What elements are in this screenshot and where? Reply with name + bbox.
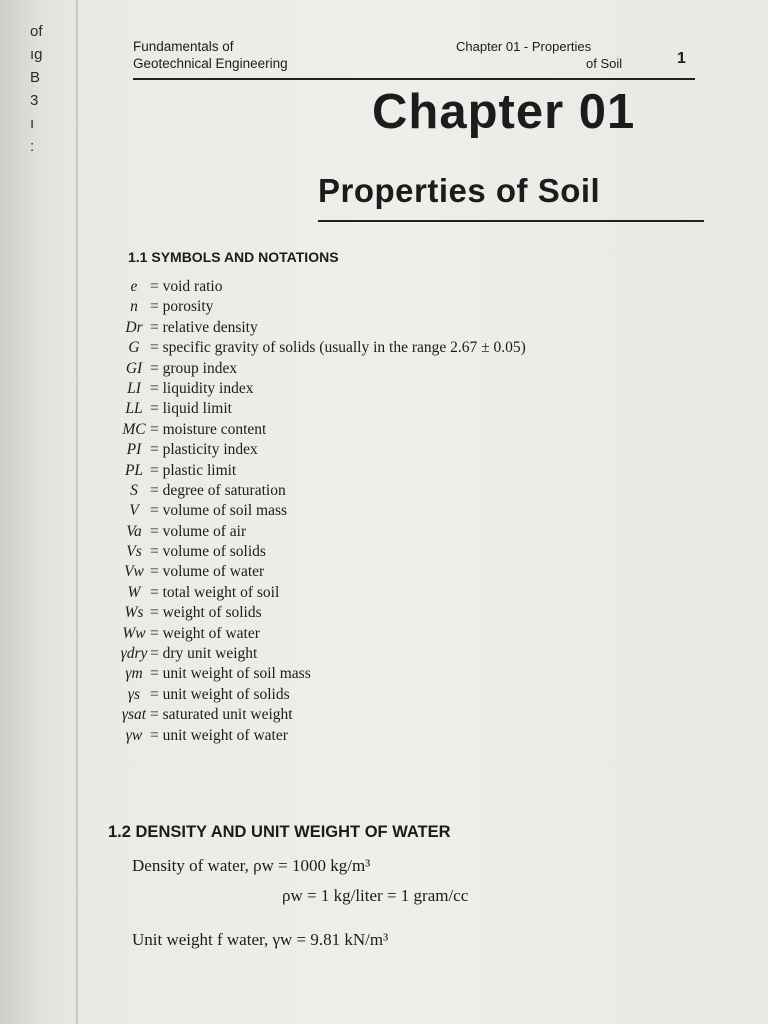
list-item [118, 685, 658, 705]
list-item [118, 562, 658, 582]
page-number: 1 [677, 50, 686, 67]
symbol: GI [125, 359, 143, 377]
symbol: LL [125, 400, 143, 418]
symbol: Va [126, 522, 142, 540]
symbol: Ww [122, 624, 146, 642]
symbol: MC [122, 420, 146, 438]
definition: = volume of solids [150, 543, 266, 561]
definition: = volume of air [150, 522, 247, 540]
symbol: e [130, 278, 138, 295]
list-item [118, 359, 658, 379]
symbol: S [130, 481, 138, 499]
margin-fragment: B [30, 69, 41, 86]
definition: = weight of solids [150, 604, 262, 622]
chapter-number: Chapter 01 [372, 85, 636, 139]
list-item [118, 481, 658, 501]
list-item [118, 318, 658, 338]
definition: = group index [150, 359, 238, 377]
chapter-title: Properties of Soil [318, 172, 601, 209]
book-title-line1: Fundamentals of [133, 39, 234, 54]
margin-fragment: ıg [30, 46, 43, 63]
formula-unit-weight: Unit weight f water, γw = 9.81 kN/m³ [132, 930, 389, 949]
definition: = unit weight of water [150, 726, 288, 744]
symbol: PI [126, 441, 142, 459]
definition: = porosity [150, 298, 214, 316]
margin-fragment: of [30, 23, 43, 40]
definition: = total weight of soil [150, 583, 280, 601]
list-item [118, 379, 658, 399]
definition: = volume of soil mass [150, 502, 288, 520]
margin-fragment: 3 [30, 92, 39, 109]
list-item [118, 583, 658, 603]
definition: = weight of water [150, 624, 260, 642]
list-item [118, 501, 658, 521]
list-item [118, 461, 658, 481]
definition: = relative density [150, 318, 258, 336]
symbol: γw [125, 726, 143, 744]
definition: = void ratio [150, 278, 223, 295]
definition: = saturated unit weight [150, 706, 293, 724]
list-item [118, 705, 658, 725]
symbol: γs [127, 685, 141, 703]
symbol: Dr [125, 318, 143, 336]
list-item [118, 522, 658, 542]
symbol: n [130, 298, 138, 316]
page-fold-line [76, 0, 78, 1024]
list-item [118, 542, 658, 562]
title-divider [318, 220, 704, 222]
margin-fragment: : [30, 138, 35, 155]
definition: = dry unit weight [150, 645, 258, 663]
symbol: V [129, 502, 139, 520]
list-item [118, 297, 658, 317]
symbol: PL [124, 461, 144, 479]
symbol: G [128, 339, 140, 357]
definition: = moisture content [150, 420, 267, 438]
symbol: Vs [126, 543, 142, 561]
chapter-running-title [456, 38, 622, 72]
list-item [118, 624, 658, 644]
list-item [118, 338, 658, 358]
symbol: Ws [124, 604, 144, 622]
definition: = unit weight of soil mass [150, 665, 311, 683]
list-item [118, 440, 658, 460]
list-item [118, 726, 658, 746]
definition: = volume of water [150, 563, 265, 581]
definition: = degree of saturation [150, 481, 286, 499]
symbol-list [118, 277, 658, 746]
book-title-line2: Geotechnical Engineering [133, 56, 288, 71]
definition: = liquidity index [150, 379, 254, 397]
definition: = plasticity index [150, 441, 258, 459]
symbol: γsat [121, 706, 147, 724]
chapter-running-line2: of Soil [586, 56, 623, 71]
previous-page-fragment [30, 20, 43, 158]
header-divider [133, 78, 695, 80]
definition: = specific gravity of solids (usually in the range 2.67 ± 0.05) [150, 339, 526, 357]
definition: = plastic limit [150, 461, 237, 479]
symbol: γdry [120, 645, 148, 663]
list-item [118, 603, 658, 623]
chapter-running-line1: Chapter 01 - Properties [456, 39, 592, 54]
list-item [118, 644, 658, 664]
list-item [118, 664, 658, 684]
symbol: γm [125, 665, 143, 683]
symbol: W [127, 583, 141, 601]
list-item [118, 277, 658, 297]
list-item [118, 420, 658, 440]
section-heading-density: 1.2 DENSITY AND UNIT WEIGHT OF WATER [108, 823, 451, 841]
margin-fragment: ı [30, 115, 35, 132]
section-heading-symbols: 1.1 SYMBOLS AND NOTATIONS [128, 249, 339, 265]
symbol: LI [127, 379, 141, 397]
definition: = unit weight of solids [150, 685, 290, 703]
formula-density-alt: ρw = 1 kg/liter = 1 gram/cc [282, 886, 469, 905]
definition: = liquid limit [150, 400, 232, 418]
formula-density-water: Density of water, ρw = 1000 kg/m³ [132, 856, 371, 875]
running-header [133, 38, 693, 82]
list-item [118, 399, 658, 419]
symbol: Vw [124, 563, 144, 581]
book-title [133, 38, 288, 72]
